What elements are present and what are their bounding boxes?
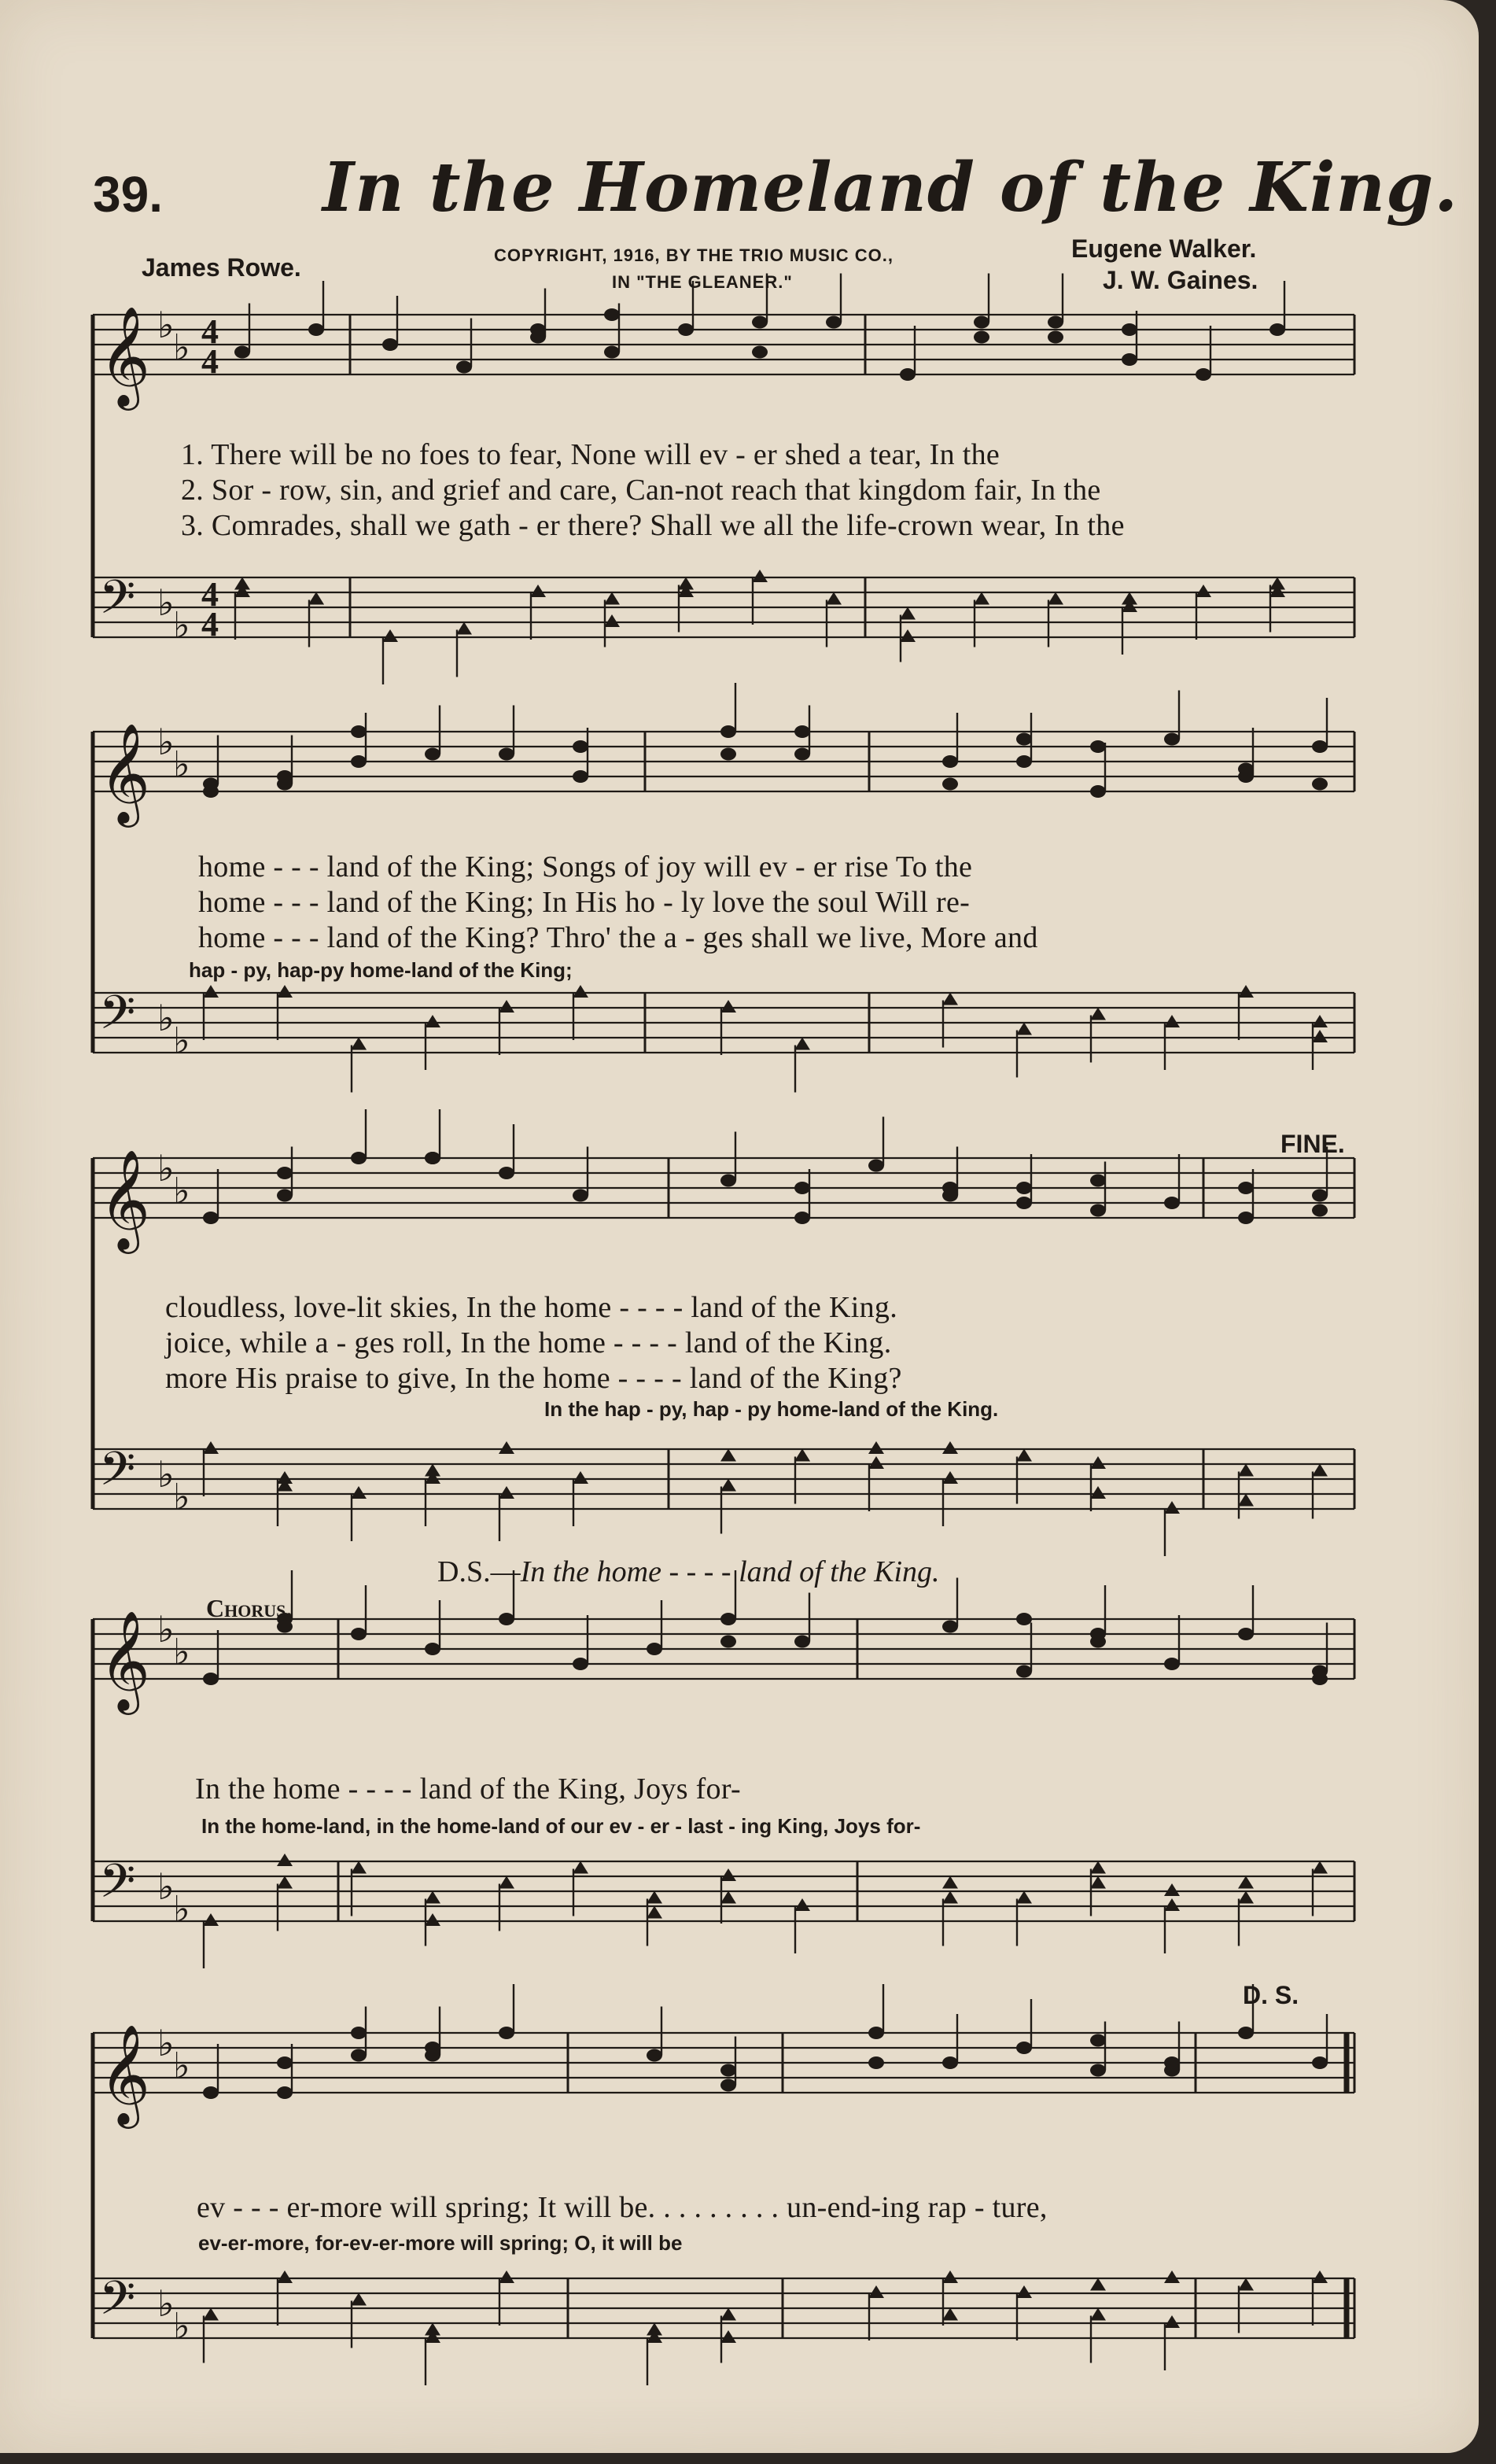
note-head: [720, 725, 736, 738]
shape-note-head: [868, 2285, 884, 2298]
chorus-bass-line-1: In the home-land, in the home-land of our ev - er - last - ing King, Joys for-: [201, 1814, 921, 1838]
shape-note-head: [1312, 1464, 1328, 1477]
shape-note-head: [425, 1015, 440, 1027]
shape-note-head: [425, 2323, 440, 2336]
note-head: [277, 1167, 293, 1179]
treble-clef: 𝄞: [99, 1610, 151, 1710]
flat-sign: ♭: [157, 1608, 175, 1651]
flat-sign: ♭: [173, 2044, 190, 2087]
note-head: [900, 368, 916, 381]
note-head: [573, 1190, 588, 1202]
note-head: [530, 323, 546, 336]
note-head: [647, 1643, 662, 1655]
note-head: [1312, 1190, 1328, 1202]
note-head: [425, 2042, 440, 2054]
shape-note-head: [942, 1891, 958, 1904]
note-head: [499, 1167, 514, 1179]
note-head: [456, 361, 472, 374]
shape-note-head: [942, 1441, 958, 1454]
flat-sign: ♭: [173, 2304, 190, 2348]
note-head: [752, 346, 768, 359]
shape-note-head: [351, 1486, 367, 1499]
bass-clef: 𝄢: [99, 2270, 136, 2337]
shape-note-head: [794, 1449, 810, 1462]
note-head: [1238, 763, 1254, 776]
note-head: [573, 1658, 588, 1670]
shape-note-head: [647, 1891, 662, 1904]
note-head: [720, 2079, 736, 2092]
note-head: [234, 346, 250, 359]
flat-sign: ♭: [157, 2282, 175, 2325]
verse-1-line-2: home - - - land of the King; Songs of joy will ev - er rise To the: [198, 850, 973, 883]
note-head: [1238, 1628, 1254, 1640]
note-head: [1016, 1665, 1032, 1678]
flat-sign: ♭: [173, 1169, 190, 1212]
note-head: [1090, 1636, 1106, 1648]
shape-note-head: [499, 2270, 514, 2283]
shape-note-head: [1312, 1861, 1328, 1874]
verse-1-line-3: cloudless, love-lit skies, In the home - - - - land of the King.: [165, 1291, 897, 1324]
flat-sign: ♭: [173, 743, 190, 786]
note-head: [1090, 1204, 1106, 1217]
note-head: [604, 346, 620, 359]
flat-sign: ♭: [173, 603, 190, 647]
note-head: [720, 2064, 736, 2077]
note-head: [351, 725, 367, 738]
chorus-line-1: In the home - - - - land of the King, Joys for-: [195, 1772, 741, 1806]
verse-1-line-1: 1. There will be no foes to fear, None will ev - er shed a tear, In the: [181, 438, 1000, 471]
note-head: [351, 2027, 367, 2039]
note-head: [720, 748, 736, 761]
flat-sign: ♭: [157, 721, 175, 763]
shape-note-head: [942, 2308, 958, 2321]
shape-note-head: [203, 985, 219, 998]
shape-note-head: [573, 985, 588, 998]
shape-note-head: [234, 577, 250, 590]
bass-clef: 𝄢: [99, 1854, 136, 1920]
shape-note-head: [752, 570, 768, 582]
note-head: [752, 316, 768, 329]
flat-sign: ♭: [157, 2022, 175, 2064]
shape-note-head: [573, 1861, 588, 1874]
note-head: [203, 1212, 219, 1224]
note-head: [277, 770, 293, 783]
treble-clef: 𝄞: [99, 1149, 151, 1249]
ds-marking: D. S.: [1243, 1981, 1299, 2009]
note-head: [1238, 1182, 1254, 1194]
shape-note-head: [1090, 1456, 1106, 1469]
note-head: [1312, 1204, 1328, 1217]
verse-3-line-2: home - - - land of the King? Thro' the a - ges shall we live, More and: [198, 921, 1038, 954]
shape-note-head: [1090, 2308, 1106, 2321]
note-head: [277, 1190, 293, 1202]
note-head: [942, 1621, 958, 1633]
shape-note-head: [203, 2308, 219, 2321]
shape-note-head: [203, 1913, 219, 1926]
flat-sign: ♭: [173, 1630, 190, 1673]
shape-note-head: [351, 2293, 367, 2306]
shape-note-head: [1238, 2278, 1254, 2291]
note-head: [942, 2056, 958, 2069]
shape-note-head: [425, 1464, 440, 1477]
note-head: [1090, 785, 1106, 798]
note-head: [1238, 1212, 1254, 1224]
shape-note-head: [1312, 1015, 1328, 1027]
verse-2-line-2: home - - - land of the King; In His ho - ly love the soul Will re-: [198, 886, 971, 919]
shape-note-head: [868, 1441, 884, 1454]
shape-note-head: [1090, 1008, 1106, 1020]
note-head: [1164, 733, 1180, 746]
shape-note-head: [647, 2323, 662, 2336]
note-head: [720, 1613, 736, 1625]
shape-note-head: [499, 1000, 514, 1013]
shape-note-head: [203, 1441, 219, 1454]
shape-note-head: [1016, 1023, 1032, 1035]
note-head: [1016, 755, 1032, 768]
shape-note-head: [1164, 1898, 1180, 1911]
note-head: [1164, 1658, 1180, 1670]
note-head: [351, 2049, 367, 2062]
verse-3-line-3: more His praise to give, In the home - - - - land of the King?: [165, 1362, 902, 1395]
note-head: [794, 1182, 810, 1194]
shape-note-head: [1016, 1449, 1032, 1462]
note-head: [720, 1636, 736, 1648]
note-head: [974, 331, 989, 344]
note-head: [1016, 1182, 1032, 1194]
shape-note-head: [573, 1471, 588, 1484]
chorus-heading: Chorus.: [206, 1594, 293, 1622]
note-head: [499, 1613, 514, 1625]
shape-note-head: [1238, 1876, 1254, 1889]
treble-clef: 𝄞: [99, 305, 151, 406]
verse-3-line-1: 3. Comrades, shall we gath - er there? Shall we all the life-crown wear, In the: [181, 509, 1125, 542]
shape-note-head: [1196, 585, 1211, 597]
shape-note-head: [1016, 2285, 1032, 2298]
shape-note-head: [308, 592, 324, 605]
shape-note-head: [1090, 1861, 1106, 1874]
shape-note-head: [720, 1000, 736, 1013]
shape-note-head: [720, 1449, 736, 1462]
bass-lyric-line-3: In the hap - py, hap - py home-land of the King.: [544, 1397, 999, 1421]
shape-note-head: [720, 2308, 736, 2321]
flat-sign: ♭: [157, 581, 175, 624]
note-head: [425, 1152, 440, 1164]
shape-note-head: [647, 1906, 662, 1919]
shape-note-head: [351, 1861, 367, 1874]
bass-clef: 𝄢: [99, 985, 136, 1051]
note-head: [942, 778, 958, 791]
shape-note-head: [1164, 2315, 1180, 2328]
note-head: [1164, 1197, 1180, 1209]
flat-sign: ♭: [157, 1453, 175, 1496]
note-head: [425, 748, 440, 761]
shape-note-head: [1090, 1876, 1106, 1889]
flat-sign: ♭: [157, 304, 175, 346]
shape-note-head: [499, 1876, 514, 1889]
note-head: [1016, 1613, 1032, 1625]
note-head: [1312, 1673, 1328, 1685]
note-head: [794, 1212, 810, 1224]
note-head: [647, 2049, 662, 2062]
note-head: [308, 323, 324, 336]
shape-note-head: [900, 607, 916, 620]
note-head: [203, 785, 219, 798]
note-head: [868, 2056, 884, 2069]
shape-note-head: [499, 1486, 514, 1499]
hymn-number: 39.: [93, 166, 163, 223]
shape-note-head: [351, 1038, 367, 1050]
note-head: [604, 308, 620, 321]
note-head: [351, 1152, 367, 1164]
time-signature: 4: [201, 605, 219, 644]
shape-note-head: [382, 629, 398, 642]
time-signature: 4: [201, 312, 219, 351]
shape-note-head: [1164, 1883, 1180, 1896]
shape-note-head: [1238, 1494, 1254, 1507]
note-head: [382, 338, 398, 351]
hymn-title: In the Homeland of the King.: [322, 148, 1459, 227]
shape-note-head: [974, 592, 989, 605]
flat-sign: ♭: [157, 997, 175, 1039]
shape-note-head: [1122, 592, 1137, 605]
note-head: [351, 755, 367, 768]
note-head: [1269, 323, 1285, 336]
note-head: [573, 740, 588, 753]
shape-note-head: [456, 622, 472, 635]
flat-sign: ♭: [157, 1865, 175, 1908]
note-head: [499, 748, 514, 761]
copyright-line-1: COPYRIGHT, 1916, BY THE TRIO MUSIC CO.,: [494, 245, 894, 265]
note-head: [351, 1628, 367, 1640]
flat-sign: ♭: [157, 1147, 175, 1190]
shape-note-head: [720, 1868, 736, 1881]
note-head: [203, 2086, 219, 2099]
shape-note-head: [794, 1038, 810, 1050]
flat-sign: ♭: [173, 1019, 190, 1062]
note-head: [1164, 2056, 1180, 2069]
note-head: [1312, 778, 1328, 791]
shape-note-head: [277, 985, 293, 998]
note-head: [573, 770, 588, 783]
copyright-line-2: IN "THE GLEANER.": [612, 272, 793, 292]
note-head: [942, 755, 958, 768]
shape-note-head: [720, 2330, 736, 2343]
shape-note-head: [277, 2270, 293, 2283]
shape-note-head: [1090, 2278, 1106, 2291]
flat-sign: ♭: [173, 1887, 190, 1931]
flat-sign: ♭: [173, 326, 190, 369]
time-signature: 4: [201, 342, 219, 381]
note-head: [1238, 2027, 1254, 2039]
note-head: [868, 1160, 884, 1172]
shape-note-head: [1238, 985, 1254, 998]
shape-note-head: [826, 592, 842, 605]
note-head: [1090, 740, 1106, 753]
shape-note-head: [942, 1471, 958, 1484]
dal-segno-instruction: D.S.—In the home - - - - land of the King.: [437, 1555, 940, 1588]
note-head: [277, 2056, 293, 2069]
note-head: [1016, 1197, 1032, 1209]
note-head: [720, 1175, 736, 1187]
shape-note-head: [425, 1913, 440, 1926]
shape-note-head: [1238, 1464, 1254, 1477]
note-head: [1122, 323, 1137, 336]
note-head: [1090, 1175, 1106, 1187]
note-head: [277, 2086, 293, 2099]
treble-clef: 𝄞: [99, 722, 151, 823]
fine-marking: FINE.: [1280, 1130, 1345, 1158]
note-head: [1312, 2056, 1328, 2069]
treble-clef: 𝄞: [99, 2023, 151, 2124]
shape-note-head: [1312, 2270, 1328, 2283]
note-head: [1312, 740, 1328, 753]
shape-note-head: [277, 1854, 293, 1866]
chorus-bass-line-2: ev-er-more, for-ev-er-more will spring; O, it will be: [198, 2231, 683, 2255]
shape-note-head: [1312, 1030, 1328, 1042]
shape-note-head: [499, 1441, 514, 1454]
shape-note-head: [900, 629, 916, 642]
flat-sign: ♭: [173, 1475, 190, 1518]
note-head: [794, 725, 810, 738]
bass-clef: 𝄢: [99, 1441, 136, 1507]
shape-note-head: [277, 1876, 293, 1889]
shape-note-head: [425, 1891, 440, 1904]
shape-note-head: [1090, 1486, 1106, 1499]
shape-note-head: [1164, 2270, 1180, 2283]
shape-note-head: [1016, 1891, 1032, 1904]
shape-note-head: [530, 585, 546, 597]
note-head: [942, 1182, 958, 1194]
note-head: [1090, 2034, 1106, 2047]
verse-2-line-1: 2. Sor - row, sin, and grief and care, Can-not reach that kingdom fair, In the: [181, 474, 1101, 507]
note-head: [1016, 2042, 1032, 2054]
note-head: [1196, 368, 1211, 381]
shape-note-head: [942, 2270, 958, 2283]
note-head: [678, 323, 694, 336]
shape-note-head: [604, 614, 620, 627]
verse-2-line-3: joice, while a - ges roll, In the home - - - - land of the King.: [165, 1326, 892, 1359]
note-head: [794, 748, 810, 761]
shape-note-head: [942, 1876, 958, 1889]
note-head: [1016, 733, 1032, 746]
note-head: [1048, 316, 1063, 329]
note-head: [425, 1643, 440, 1655]
note-head: [203, 1673, 219, 1685]
bass-lyric-line-2: hap - py, hap-py home-land of the King;: [189, 958, 573, 982]
composer-1: Eugene Walker.: [1071, 234, 1257, 263]
shape-note-head: [794, 1898, 810, 1911]
chorus-line-2: ev - - - er-more will spring; It will be. . . . . . . . . un-end-ing rap - ture,: [197, 2191, 1048, 2224]
bass-clef: 𝄢: [99, 570, 136, 636]
shape-note-head: [1164, 1501, 1180, 1514]
note-head: [1122, 353, 1137, 366]
shape-note-head: [720, 1891, 736, 1904]
note-head: [499, 2027, 514, 2039]
time-signature: 4: [201, 575, 219, 614]
shape-note-head: [604, 592, 620, 605]
shape-note-head: [720, 1479, 736, 1492]
shape-note-head: [1048, 592, 1063, 605]
note-head: [868, 2027, 884, 2039]
note-head: [1090, 2064, 1106, 2077]
note-head: [826, 316, 842, 329]
shape-note-head: [1164, 1015, 1180, 1027]
note-head: [794, 1636, 810, 1648]
note-head: [974, 316, 989, 329]
shape-note-head: [942, 993, 958, 1005]
lyricist: James Rowe.: [142, 253, 301, 282]
shape-note-head: [868, 1456, 884, 1469]
note-head: [1048, 331, 1063, 344]
composer-2: J. W. Gaines.: [1103, 266, 1258, 294]
shape-note-head: [1238, 1891, 1254, 1904]
